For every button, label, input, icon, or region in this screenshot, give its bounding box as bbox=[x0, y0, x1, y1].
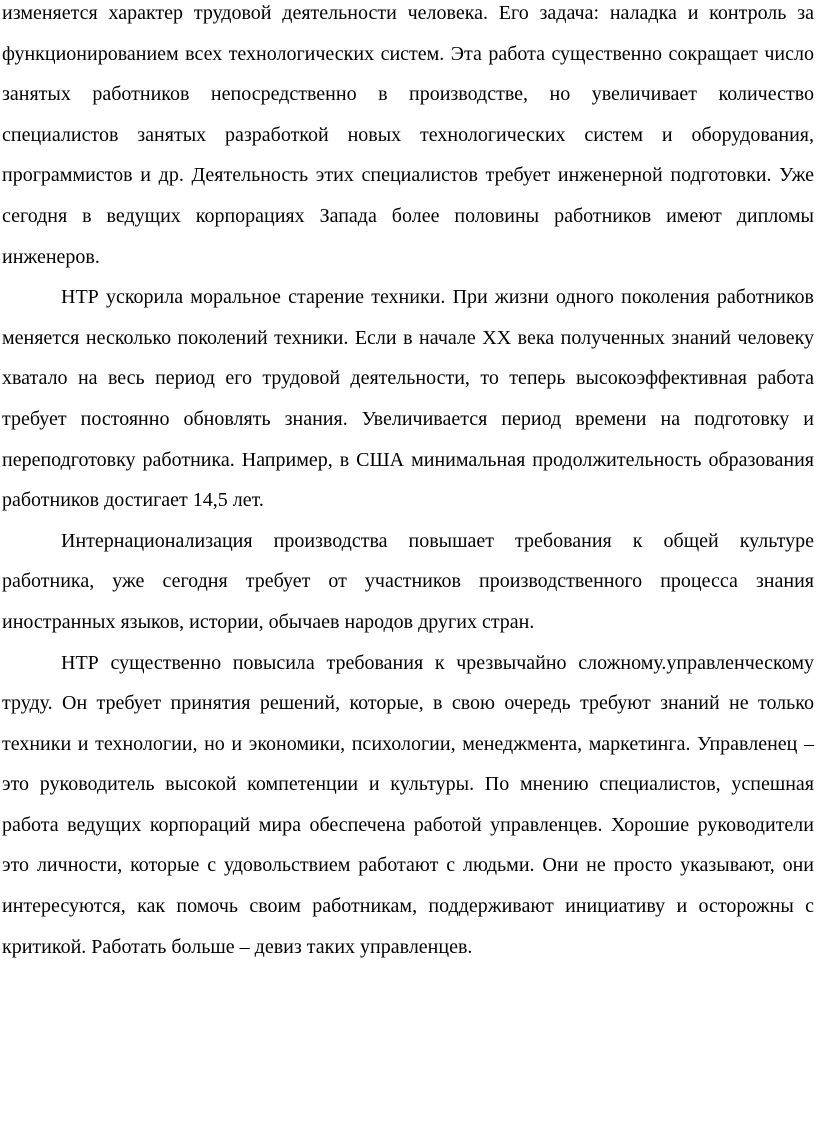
paragraph-3: Интернационализация производства повышает требования к общей культуре работника, уже сегодня требует от участников производственного процесса знания иностранных языков, истории, обычаев народов других стран. bbox=[2, 529, 814, 633]
paragraph-4: НТР существенно повысила требования к чрезвычайно сложному.управленческому труду. Он требует принятия решений, которые, в свою очередь требуют знаний не только техники и технологии, но и экономики, психологии, менеджмента, маркетинга. Управленец – это руководитель высокой компетенции и культуры. По мнению специалистов, успешная работа ведущих корпораций мира обеспечена работой управленцев. Хорошие руководители это личности, которые с удовольствием работают с людьми. Они не просто указывают, они интересуются, как помочь своим работникам, поддерживают инициативу и осторожны с критикой. Работать больше – девиз таких управленцев. bbox=[2, 651, 814, 958]
paragraph-1: изменяется характер трудовой деятельности человека. Его задача: наладка и контроль за функционированием всех технологических систем. Эта работа существенно сокращает число занятых работников непосредственно в производстве, но увеличивает количество специалистов занятых разработкой новых технологических систем и оборудования, программистов и др. Деятельность этих специалистов требует инженерной подготовки. Уже сегодня в ведущих корпорациях Запада более половины работников имеют дипломы инженеров. bbox=[2, 2, 814, 268]
paragraph-2: НТР ускорила моральное старение техники. При жизни одного поколения работников меняется несколько поколений техники. Если в начале XX века полученных знаний человеку хватало на весь период его трудовой деятельности, то теперь высокоэффективная работа требует постоянно обновлять знания. Увеличивается период времени на подготовку и переподготовку работника. Например, в США минимальная продолжительность образования работников достигает 14,5 лет. bbox=[2, 286, 814, 512]
